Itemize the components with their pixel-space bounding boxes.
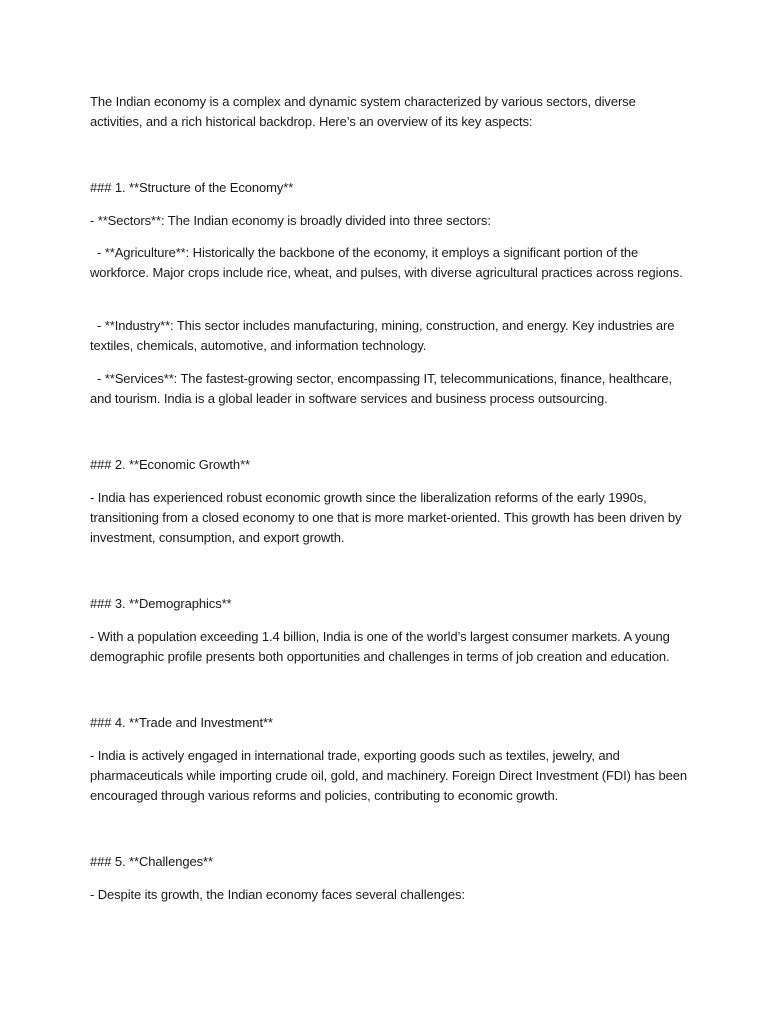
section-1-sectors-item: - **Sectors**: The Indian economy is broadly divided into three sectors: (90, 213, 491, 228)
section-3-paragraph: - With a population exceeding 1.4 billion, India is one of the world’s largest consumer markets. A young demographic profile presents both opportunities and challenges in terms of job creation and education. (90, 629, 674, 664)
section-2-paragraph: - India has experienced robust economic growth since the liberalization reforms of the early 1990s, transitioning from a closed economy to one that is more market-oriented. This growth has been driven by investment, consumption, and export growth. (90, 490, 685, 545)
section-5-heading: ### 5. **Challenges** (90, 854, 213, 869)
section-3-heading: ### 3. **Demographics** (90, 596, 232, 611)
section-2-heading: ### 2. **Economic Growth** (90, 457, 250, 472)
section-1-services-item: - **Services**: The fastest-growing sector, encompassing IT, telecommunications, finance, healthcare, and tourism. India is a global leader in software services and business process outsourcing. (90, 371, 676, 406)
intro-paragraph: The Indian economy is a complex and dynamic system characterized by various sectors, diverse activities, and a rich historical backdrop. Here’s an overview of its key aspects: (90, 94, 640, 129)
section-1-heading: ### 1. **Structure of the Economy** (90, 180, 294, 195)
section-5-paragraph: - Despite its growth, the Indian economy faces several challenges: (90, 887, 465, 902)
section-1-industry-item: - **Industry**: This sector includes manufacturing, mining, construction, and energy. Key industries are textiles, chemicals, automotive, and information technology. (90, 318, 678, 353)
section-4-heading: ### 4. **Trade and Investment** (90, 715, 273, 730)
section-1-agriculture-item: - **Agriculture**: Historically the backbone of the economy, it employs a significant portion of the workforce. Major crops include rice, wheat, and pulses, with diverse agricultural practices across regions. (90, 245, 683, 280)
section-4-paragraph: - India is actively engaged in international trade, exporting goods such as textiles, jewelry, and pharmaceuticals while importing crude oil, gold, and machinery. Foreign Direct Investment (FDI) has been encouraged through various reforms and policies, contributing to economic growth. (90, 748, 691, 803)
